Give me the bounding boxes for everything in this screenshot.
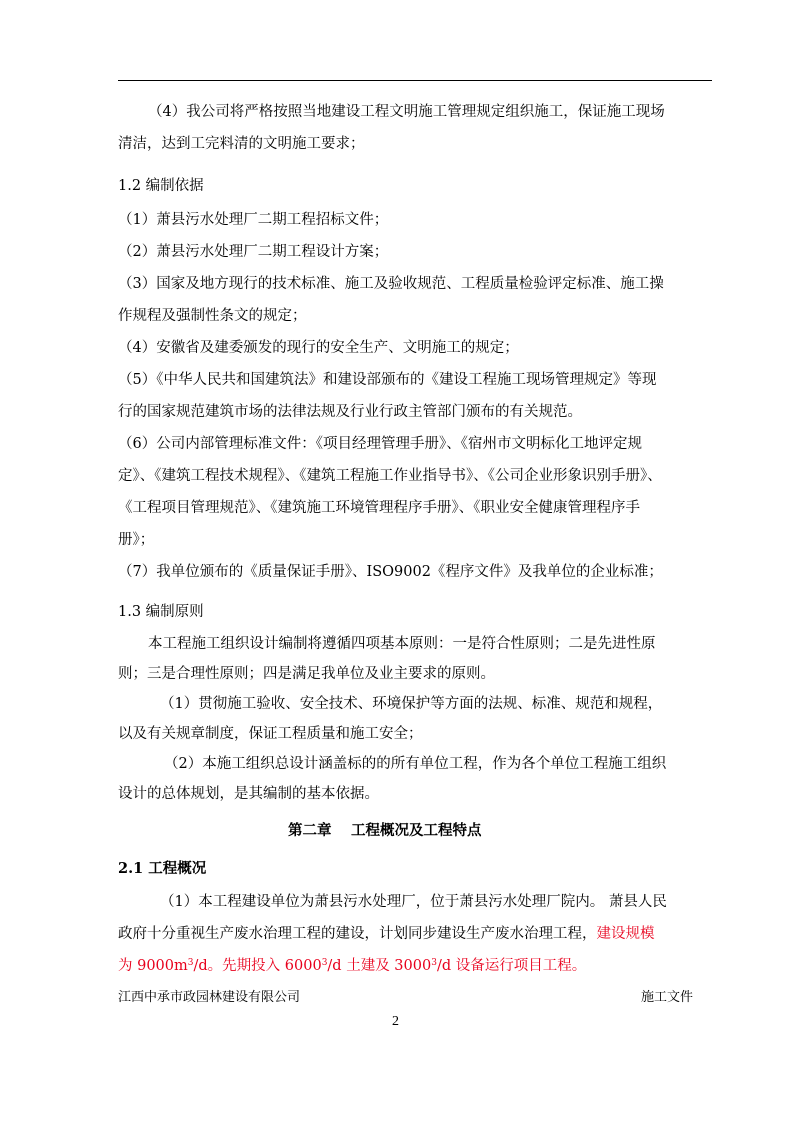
page-number: 2	[392, 1014, 399, 1029]
paragraph-line: （1）贯彻施工验收、安全技术、环境保护等方面的法规、标准、规范和规程，	[160, 696, 663, 712]
list-item-cont: 册》；	[118, 532, 155, 548]
list-item: （1）萧县污水处理厂二期工程招标文件；	[118, 212, 389, 228]
list-item: （3）国家及地方现行的技术标准、施工及验收规范、工程质量检验评定标准、施工操	[118, 276, 664, 292]
paragraph-line: 则；三是合理性原则；四是满足我单位及业主要求的原则。	[118, 666, 495, 682]
highlighted-text: 建设规模	[596, 926, 655, 942]
list-item: （4）安徽省及建委颁发的现行的安全生产、文明施工的规定；	[118, 340, 519, 356]
list-item-cont: 《工程项目管理规范》、《建筑施工环境管理程序手册》、《职业安全健康管理程序手	[118, 500, 640, 516]
section-heading-1-3: 1.3 编制原则	[118, 604, 204, 620]
footer-doctype: 施工文件	[641, 990, 694, 1005]
paragraph-line: （4）我公司将严格按照当地建设工程文明施工管理规定组织施工，保证施工现场	[148, 104, 665, 120]
list-item: （5）《中华人民共和国建筑法》和建设部颁布的《建设工程施工现场管理规定》等现	[118, 372, 657, 388]
highlighted-text: /d。先期投入 6000	[193, 958, 322, 974]
paragraph-line: 设计的总体规划，是其编制的基本依据。	[118, 786, 379, 802]
highlighted-text: /d 设备运行项目工程。	[436, 958, 587, 974]
paragraph-line: 本工程施工组织设计编制将遵循四项基本原则：一是符合性原则；二是先进性原	[148, 636, 656, 652]
list-item: （7）我单位颁布的《质量保证手册》、ISO9002《程序文件》及我单位的企业标准；	[118, 564, 663, 580]
superscript: 3	[187, 958, 194, 968]
paragraph-line	[118, 924, 655, 944]
highlighted-text: /d 土建及 3000	[327, 958, 432, 974]
section-heading-1-2: 1.2 编制依据	[118, 178, 204, 194]
highlighted-text: 为 9000m	[118, 958, 188, 974]
footer-company: 江西中承市政园林建设有限公司	[118, 990, 301, 1005]
superscript: 3	[431, 958, 437, 968]
chapter-title: 第二章 工程概况及工程特点	[288, 822, 482, 839]
list-item-cont: 定》、《建筑工程技术规程》、《建筑工程施工作业指导书》、《公司企业形象识别手册》、	[118, 468, 662, 484]
list-item-cont: 行的国家规范建筑市场的法律法规及行业行政主管部门颁布的有关规范。	[118, 404, 582, 420]
highlighted-line	[118, 956, 586, 976]
header-rule	[118, 80, 712, 81]
paragraph-line: 清洁，达到工完料清的文明施工要求；	[118, 136, 365, 152]
paragraph-line: 以及有关规章制度，保证工程质量和施工安全；	[118, 726, 423, 742]
paragraph-text: 政府十分重视生产废水治理工程的建设，计划同步建设生产废水治理工程，	[118, 926, 597, 942]
superscript: 3	[321, 958, 328, 968]
list-item: （6）公司内部管理标准文件：《项目经理管理手册》、《宿州市文明标化工地评定规	[118, 436, 642, 452]
section-heading-2-1: 2.1 工程概况	[118, 860, 207, 877]
list-item-cont: 作规程及强制性条文的规定；	[118, 308, 307, 324]
list-item: （2）萧县污水处理厂二期工程设计方案；	[118, 244, 389, 260]
paragraph-line: （1）本工程建设单位为萧县污水处理厂，位于萧县污水处理厂院内。 萧县人民	[160, 894, 667, 910]
paragraph-line: （2）本施工组织总设计涵盖标的的所有单位工程，作为各个单位工程施工组织	[164, 756, 667, 772]
